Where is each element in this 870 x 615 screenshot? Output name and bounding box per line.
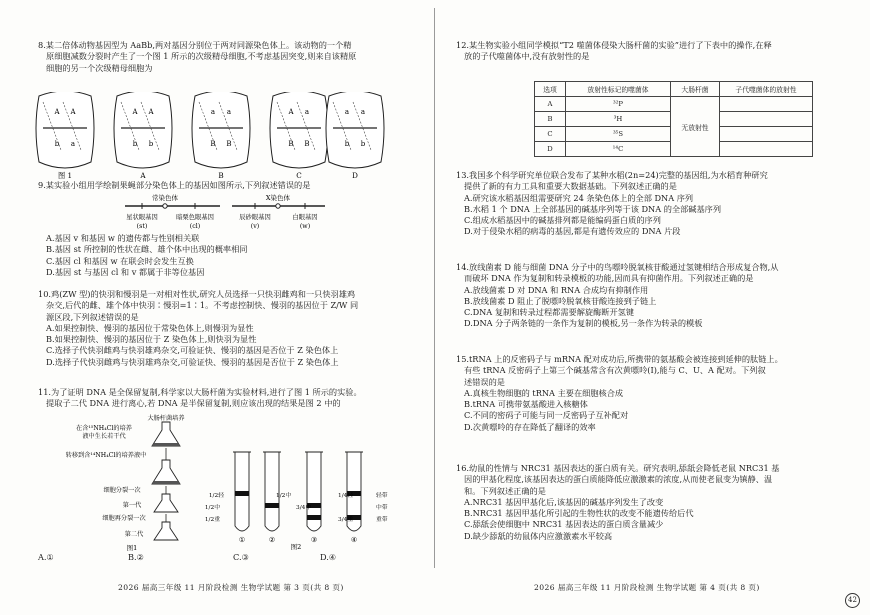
q8-cell-figure [30, 92, 390, 184]
q8-line: 8.某二倍体动物基因型为 AaBb,两对基因分别位于两对同源染色体上。该动物的一个精 [38, 40, 352, 50]
gene-label: b [344, 140, 350, 148]
tube4-label-heavy: 3/4重 [338, 517, 354, 523]
q11-option-a: A.① [38, 552, 54, 562]
band-light-label: 轻带 [376, 493, 388, 499]
q13-option-a: A.研究该水稻基因组需要研究 24 条染色体上的全部 DNA 序列 [464, 192, 694, 203]
autosome-label: 常染色体 [152, 194, 178, 202]
flask-2-liquid [152, 481, 180, 484]
tube-number: ③ [310, 536, 318, 544]
gene-label: a [344, 108, 350, 116]
q11-figure-1 [44, 412, 216, 552]
tube1-label-heavy: 1/2重 [204, 517, 220, 523]
row-result [720, 112, 813, 127]
cell-membrane [114, 92, 172, 168]
q14-option-a: A.放线菌素 D 对 DNA 和 RNA 合成均有抑制作用 [464, 284, 649, 295]
q11-line: 11.为了证明 DNA 是全保留复制,科学家以大肠杆菌为实验材料,进行了图 1 所示的实验。 [38, 387, 362, 397]
q8-line: 细胞的另一个次级精母细胞为 [46, 62, 153, 73]
q10-line: 源区段,下列叙述错误的是 [46, 311, 139, 322]
tube1-label-mid: 1/2中 [204, 505, 220, 511]
table-header: 大肠杆菌 [671, 82, 720, 97]
row-label: ³²P [566, 97, 671, 112]
row-option: C [535, 127, 566, 142]
table-header: 选项 [535, 82, 566, 97]
gene-label: b [360, 140, 366, 148]
q16-line: 和。下列叙述正确的是 [464, 485, 546, 496]
centrifuge-tube-3 [305, 452, 323, 544]
left-footer: 2026 届高三年级 11 月阶段检测 生物学试题 第 3 页(共 8 页) [118, 583, 344, 592]
dna-band [235, 491, 249, 496]
q11-option-d: D.④ [320, 552, 337, 562]
gene-label: A [54, 108, 60, 116]
right-footer: 2026 届高三年级 11 月阶段检测 生物学试题 第 4 页(共 8 页) [534, 583, 760, 592]
row-option: A [535, 97, 566, 112]
cell-option-c [270, 92, 328, 180]
medium15-label: 在含¹⁵NH₄Cl的培养 [76, 425, 132, 432]
tube1-label-light: 1/2轻 [208, 493, 224, 499]
gene-label: B [288, 140, 294, 148]
row-result [720, 97, 813, 112]
cell-caption: C [296, 171, 302, 180]
question-13 [456, 170, 768, 238]
flask-2-icon [152, 460, 180, 484]
q14-option-b: B.放线菌素 D 阻止了脱嘌呤脱氧核苷酸连接到子链上 [464, 295, 657, 306]
cell-membrane [36, 92, 94, 168]
table-header: 子代噬菌体的放射性 [720, 82, 813, 97]
gene-label: A [148, 108, 154, 116]
cell-option-a [114, 92, 172, 180]
cell-option-b [192, 92, 250, 180]
q14-option-d: D.DNA 分子两条链的一条作为复制的模板,另一条作为转录的模板 [464, 318, 703, 329]
gen1-label: 第一代 [122, 502, 142, 509]
q15-option-c: C.不同的密码子可能与同一反密码子互补配对 [464, 410, 629, 421]
table-header-row [535, 82, 813, 97]
fig1-caption: 图1 [126, 544, 138, 552]
band-heavy-label: 重带 [376, 517, 388, 523]
flask-1-liquid [152, 443, 180, 446]
div2-label: 细胞再分裂一次 [102, 515, 146, 522]
question-14 [456, 262, 778, 330]
row-option: D [535, 142, 566, 157]
tube-number: ① [238, 536, 246, 544]
flask-1-icon [152, 422, 180, 446]
q14-option-c: C.DNA 复制和转录过程都需要解旋酶断开氢键 [464, 307, 635, 318]
gene-label: B [226, 140, 232, 148]
q16-option-a: A.NRC31 基因甲基化后,该基因的碱基序列发生了改变 [464, 496, 664, 507]
q15-line: 述错误的是 [464, 376, 505, 387]
gene-label: A [288, 108, 294, 116]
flask-3-icon [154, 494, 178, 512]
q14-line: 14.放线菌素 D 能与细菌 DNA 分子中的鸟嘌呤脱氧核苷酸通过氢键相结合形成复合物,从 [456, 262, 779, 272]
q13-option-d: D.对于侵染水稻的病毒的基因,都是有遗传效应的 DNA 片段 [464, 226, 681, 237]
q16-line: 因的甲基化程度,该基因表达的蛋白质能降低应激激素的浓度,从而使老鼠变为镇静、温 [464, 474, 773, 485]
q10-option-c: C.选择子代快羽雌鸡与快羽雄鸡杂交,可验证快、慢羽的基因是否位于 Z 染色体上 [46, 345, 339, 356]
cell-membrane [270, 92, 328, 168]
question-11 [38, 387, 362, 410]
gene-w-name: 白眼基因 [292, 214, 318, 221]
tube4-label-light: 1/4轻 [338, 493, 354, 499]
dna-band [307, 515, 321, 520]
q10-option-d: D.选择子代快羽雌鸡与快羽雄鸡杂交,可验证快、慢羽的基因是否位于 Z 染色体上 [46, 356, 339, 367]
row-label: ³⁵S [566, 127, 671, 142]
tube-number: ② [268, 536, 276, 544]
tube-number: ④ [350, 536, 358, 544]
q12-table [534, 81, 813, 157]
q11-option-b: B.② [128, 552, 144, 562]
row-result [720, 127, 813, 142]
centrifuge-tube-1 [233, 452, 251, 544]
page-badge: 42 [845, 593, 860, 608]
gene-label: a [210, 108, 216, 116]
q9-chromosome-map [120, 192, 340, 234]
x-centromere [276, 204, 280, 208]
culture-label: 大肠杆菌培养 [147, 415, 185, 422]
q15-line: 15.tRNA 上的反密码子与 mRNA 配对成功后,所携带的氨基酸会被连接到延伸的肽链上。 [456, 354, 783, 364]
gene-label: a [360, 108, 366, 116]
gene-label: A [70, 108, 76, 116]
gene-cl-name: 暗栗色眼基因 [176, 214, 214, 221]
gene-st-name: 星状眼基因 [126, 214, 158, 221]
q15-option-d: D.次黄嘌呤的存在降低了翻译的效率 [464, 421, 596, 432]
dna-band [265, 503, 279, 508]
question-15 [456, 354, 783, 433]
q9-option-d: D.基因 st 与基因 cl 和 v 都属于非等位基因 [46, 266, 205, 277]
cell-caption: A [140, 171, 146, 180]
q16-option-c: C.舔舐会使细胞中 NRC31 基因表达的蛋白质含量减少 [464, 519, 664, 530]
q10-option-b: B.如果控制快、慢羽的基因位于 Z 染色体上,则快羽为显性 [46, 334, 257, 345]
transfer-label: 转移到含¹⁴NH₄Cl的培养液中 [65, 452, 147, 459]
gene-label: b [54, 140, 60, 148]
medium15-label-b: 液中生长若干代 [82, 433, 126, 440]
cell-caption: B [218, 171, 224, 180]
flask-4-icon [154, 522, 178, 540]
q16-option-b: B.NRC31 基因甲基化所引起的生物性状的改变不能遗传给后代 [464, 508, 694, 519]
cell-figure-1 [36, 92, 94, 180]
table-header: 放射性标记的噬菌体 [566, 82, 671, 97]
q11-figure-2 [196, 448, 396, 552]
q9-options [38, 233, 247, 278]
q15-option-b: B.tRNA 可携带氨基酸进入核糖体 [464, 399, 588, 410]
div1-label: 细胞分裂一次 [103, 487, 141, 494]
gene-v-name: 辰砂眼基因 [239, 214, 271, 221]
cell-option-d [326, 92, 384, 180]
question-16 [456, 463, 780, 542]
gene-label: a [304, 108, 310, 116]
page-divider [434, 8, 435, 568]
q9-option-c: C.基因 cl 和基因 w 在联会时会发生互换 [46, 255, 194, 266]
q13-line: 13.我国多个科学研究单位联合发布了某种水稻(2n=24)完整的基因组,为水稻育种研究 [456, 170, 768, 180]
q16-line: 16.幼鼠的性情与 NRC31 基因表达的蛋白质有关。研究表明,舔舐会降低老鼠 NRC31 基 [456, 463, 780, 473]
tube3-label: 3/4中 [296, 505, 312, 511]
gene-label: a [226, 108, 232, 116]
gene-cl-code: (cl) [189, 223, 201, 230]
gen2-label: 第二代 [124, 531, 144, 538]
table-row [535, 97, 813, 112]
q9-option-a: A.基因 v 和基因 w 的遗传都与性别相关联 [46, 233, 200, 243]
gene-label: B [304, 140, 310, 148]
q11-option-c: C.③ [233, 552, 249, 562]
question-8 [38, 40, 356, 74]
q13-option-b: B.水稻 1 个 DNA 上全部基因的碱基序列等于该 DNA 的全部碱基序列 [464, 203, 722, 214]
q11-line: 提取子二代 DNA 进行离心,若 DNA 是半保留复制,则应该出现的结果是图 2 中的 [46, 398, 341, 409]
q12-line: 放的子代噬菌体中,没有放射性的是 [464, 51, 590, 62]
q16-option-d: D.缺少舔舐的幼鼠体内应激激素水平较高 [464, 530, 613, 541]
q15-line: 有些 tRNA 反密码子上第三个碱基常含有次黄嘌呤(I),能与 C、U、A 配对。下列叙 [464, 365, 766, 376]
q8-line: 原细胞减数分裂时产生了一个图 1 所示的次级精母细胞,不考虑基因突变,则来自该精原 [46, 51, 357, 62]
x-chromosome-label: X染色体 [265, 194, 291, 202]
cell-membrane [192, 92, 250, 168]
gene-w-code: (w) [299, 223, 311, 230]
row-option: B [535, 112, 566, 127]
gene-label: B [210, 140, 216, 148]
question-12 [456, 40, 772, 63]
band-mid-label: 中带 [376, 505, 388, 511]
q10-line: 10.鸡(ZW 型)的快羽和慢羽是一对相对性状,研究人员选择一只快羽雌鸡和一只快羽雄鸡 [38, 289, 356, 299]
row-result [720, 142, 813, 157]
row-label: ¹⁴C [566, 142, 671, 157]
tube-body [265, 452, 279, 531]
q10-line: 杂交,后代的雌、雄个体中快羽∶慢羽=1∶1。不考虑控制快、慢羽的基因位于 Z/W 同 [46, 300, 359, 311]
gene-st-code: (st) [136, 223, 148, 230]
question-10 [38, 289, 358, 368]
gene-label: a [70, 140, 76, 148]
q15-option-a: A.真核生物细胞的 tRNA 主要在细胞核合成 [464, 387, 624, 398]
question-9 [38, 180, 310, 191]
q13-option-c: C.组成水稻基因中的碱基排列都是能编码蛋白质的序列 [464, 215, 661, 226]
gene-label: b [132, 140, 138, 148]
gene-label: A [132, 108, 138, 116]
q10-option-a: A.如果控制快、慢羽的基因位于常染色体上,则慢羽为显性 [46, 322, 254, 333]
tube2-label: 1/2中 [276, 493, 292, 499]
gene-label: b [148, 140, 154, 148]
q13-line: 提供了新的有力工具和重要大数据基础。下列叙述正确的是 [464, 181, 677, 192]
cell-membrane [326, 92, 384, 168]
gene-v-code: (v) [250, 223, 260, 230]
cell-caption: D [352, 171, 358, 180]
ecoli-cell: 无放射性 [671, 97, 720, 157]
q12-line: 12.某生物实验小组同学模拟“T2 噬菌体侵染大肠杆菌的实验”进行了下表中的操作,在释 [456, 40, 772, 50]
q9-stem: 9.某实验小组用学绘制果蝇部分染色体上的基因如图所示,下列叙述错误的是 [38, 180, 311, 190]
q9-option-b: B.基因 st 所控制的性状在雌、雄个体中出现的概率相同 [46, 244, 248, 255]
autosome-centromere [163, 204, 167, 208]
fig2-caption: 图2 [290, 543, 302, 551]
row-label: ³H [566, 112, 671, 127]
q14-line: 而破坏 DNA 作为复制和转录模板的功能,因而具有抑菌作用。下列叙述正确的是 [464, 273, 754, 284]
cell-caption: 图 1 [57, 171, 73, 180]
